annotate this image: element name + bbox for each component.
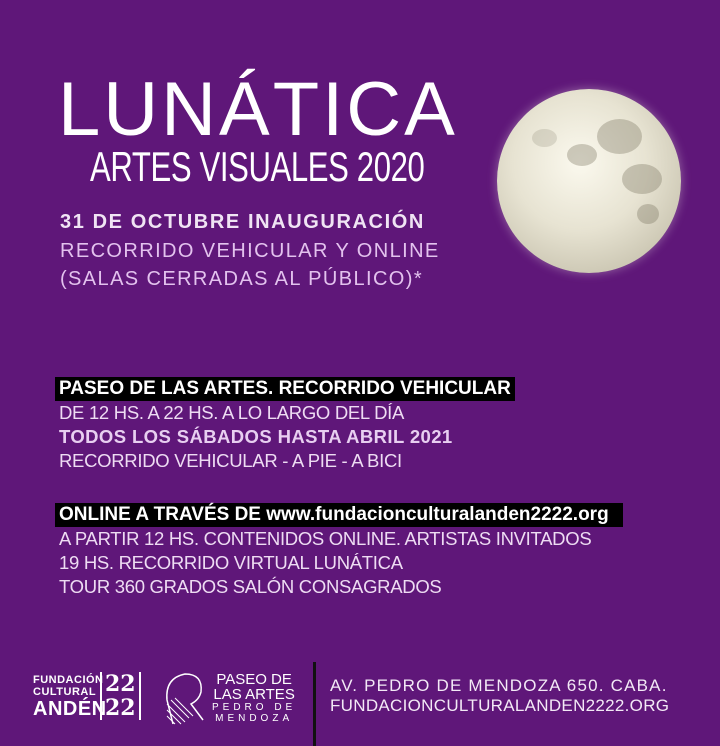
section-online-line: 19 HS. RECORRIDO VIRTUAL LUNÁTICA — [59, 552, 403, 573]
poster-subtitle: ARTES VISUALES 2020 — [90, 143, 425, 190]
logo-text: LAS ARTES — [213, 686, 295, 703]
paseo-logo-text — [212, 672, 296, 724]
logo-number: 22 — [105, 695, 136, 721]
section-paseo-line: TODOS LOS SÁBADOS HASTA ABRIL 2021 — [59, 426, 453, 447]
logo-text: ANDÉN — [33, 698, 107, 720]
moon-image — [497, 89, 681, 273]
logo-text: CULTURAL — [33, 686, 97, 698]
online-url-link[interactable]: www.fundacionculturalanden2222.org — [266, 504, 609, 525]
section-online-line: A PARTIR 12 HS. CONTENIDOS ONLINE. ARTISTAS INVITADOS — [59, 528, 592, 549]
section-online-line: TOUR 360 GRADOS SALÓN CONSAGRADOS — [59, 576, 442, 597]
logo-text: PASEO DE — [216, 671, 292, 688]
logo-2222 — [100, 672, 141, 720]
paseo-logo-icon — [163, 670, 208, 726]
poster-title: LUNÁTICA — [58, 67, 458, 152]
online-heading-prefix: ONLINE A TRAVÉS DE — [59, 504, 267, 525]
section-paseo-line: RECORRIDO VEHICULAR - A PIE - A BICI — [59, 450, 402, 471]
logo-number: 22 — [105, 671, 136, 697]
fundacion-anden-logo — [33, 674, 107, 720]
logo-text: MENDOZA — [215, 713, 294, 724]
inauguration-date: 31 DE OCTUBRE INAUGURACIÓN — [60, 211, 425, 233]
section-paseo-heading: PASEO DE LAS ARTES. RECORRIDO VEHICULAR — [55, 377, 515, 401]
closed-notice: (SALAS CERRADAS AL PÚBLICO)* — [60, 268, 424, 290]
address: AV. PEDRO DE MENDOZA 650. CABA. — [330, 676, 668, 695]
logo-text: PEDRO DE — [212, 702, 297, 713]
paseo-de-las-artes-logo — [163, 670, 208, 731]
event-mode: RECORRIDO VEHICULAR Y ONLINE — [60, 240, 440, 262]
logo-text: FUNDACIÓN — [33, 674, 104, 686]
website-link[interactable]: FUNDACIONCULTURALANDEN2222.ORG — [330, 696, 670, 715]
section-paseo-line: DE 12 HS. A 22 HS. A LO LARGO DEL DÍA — [59, 402, 405, 423]
footer-divider — [313, 662, 316, 746]
section-online-heading — [55, 503, 623, 527]
